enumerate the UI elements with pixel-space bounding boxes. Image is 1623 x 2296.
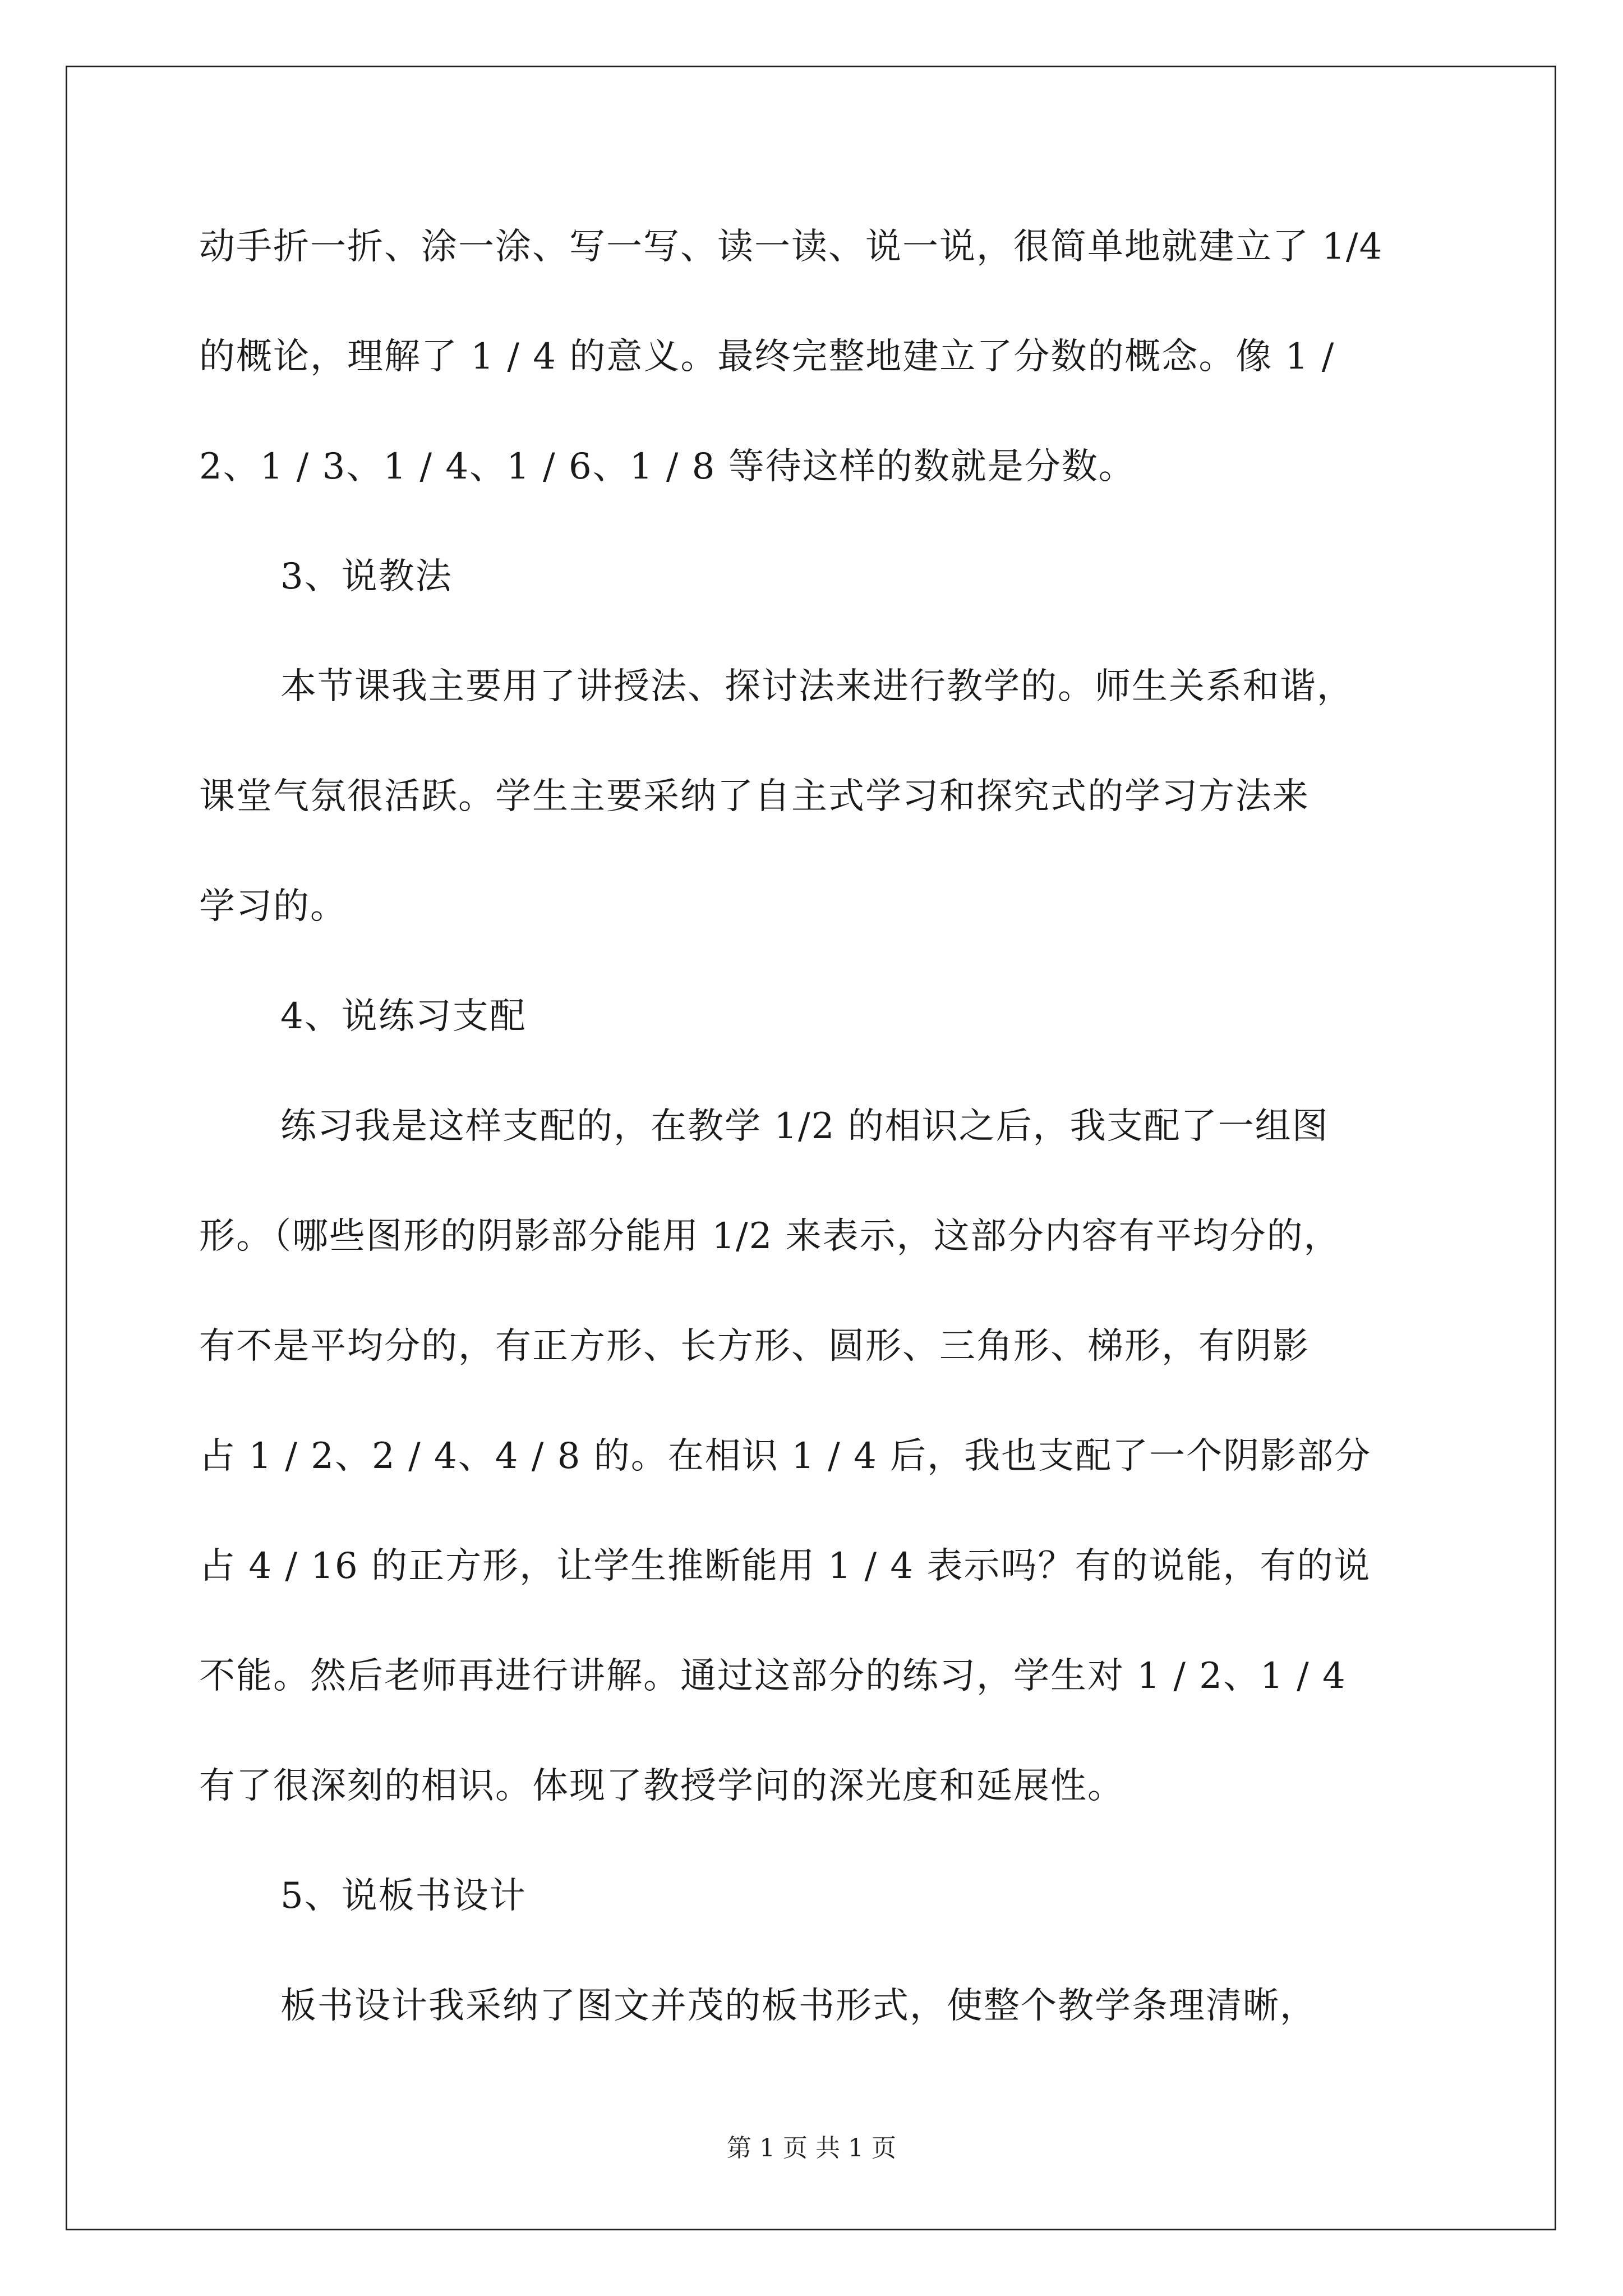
text-line: 占 4 / 16 的正方形，让学生推断能用 1 / 4 表示吗？有的说能，有的说 xyxy=(199,1545,1371,1587)
section-heading: 5、说板书设计 xyxy=(280,1875,527,1917)
text-line: 练习我是这样支配的，在教学 1/2 的相识之后，我支配了一组图 xyxy=(280,1106,1329,1147)
text-line: 板书设计我采纳了图文并茂的板书形式，使整个教学条理清晰， xyxy=(280,1985,1317,2027)
page-number-footer: 第 1 页 共 1 页 xyxy=(727,2134,896,2162)
text-line: 课堂气氛很活跃。学生主要采纳了自主式学习和探究式的学习方法来 xyxy=(199,776,1310,817)
section-heading: 3、说教法 xyxy=(280,556,453,597)
text-line: 学习的。 xyxy=(199,886,347,927)
text-line: 的概论，理解了 1 / 4 的意义。最终完整地建立了分数的概念。像 1 / xyxy=(199,336,1335,378)
text-line: 形。（哪些图形的阴影部分能用 1/2 来表示，这部分内容有平均分的， xyxy=(199,1216,1341,1257)
section-heading: 4、说练习支配 xyxy=(280,996,527,1037)
text-line: 有了很深刻的相识。体现了教授学问的深光度和延展性。 xyxy=(199,1765,1124,1807)
text-line: 不能。然后老师再进行讲解。通过这部分的练习，学生对 1 / 2、1 / 4 xyxy=(199,1655,1347,1697)
text-line: 2、1 / 3、1 / 4、1 / 6、1 / 8 等待这样的数就是分数。 xyxy=(199,446,1136,487)
text-line: 动手折一折、涂一涂、写一写、读一读、说一说，很简单地就建立了 1/4 xyxy=(199,226,1384,268)
text-line: 占 1 / 2、2 / 4、4 / 8 的。在相识 1 / 4 后，我也支配了一个阴影部分 xyxy=(199,1435,1372,1477)
text-line: 本节课我主要用了讲授法、探讨法来进行教学的。师生关系和谐， xyxy=(280,666,1354,707)
text-line: 有不是平均分的，有正方形、长方形、圆形、三角形、梯形，有阴影 xyxy=(199,1326,1310,1367)
